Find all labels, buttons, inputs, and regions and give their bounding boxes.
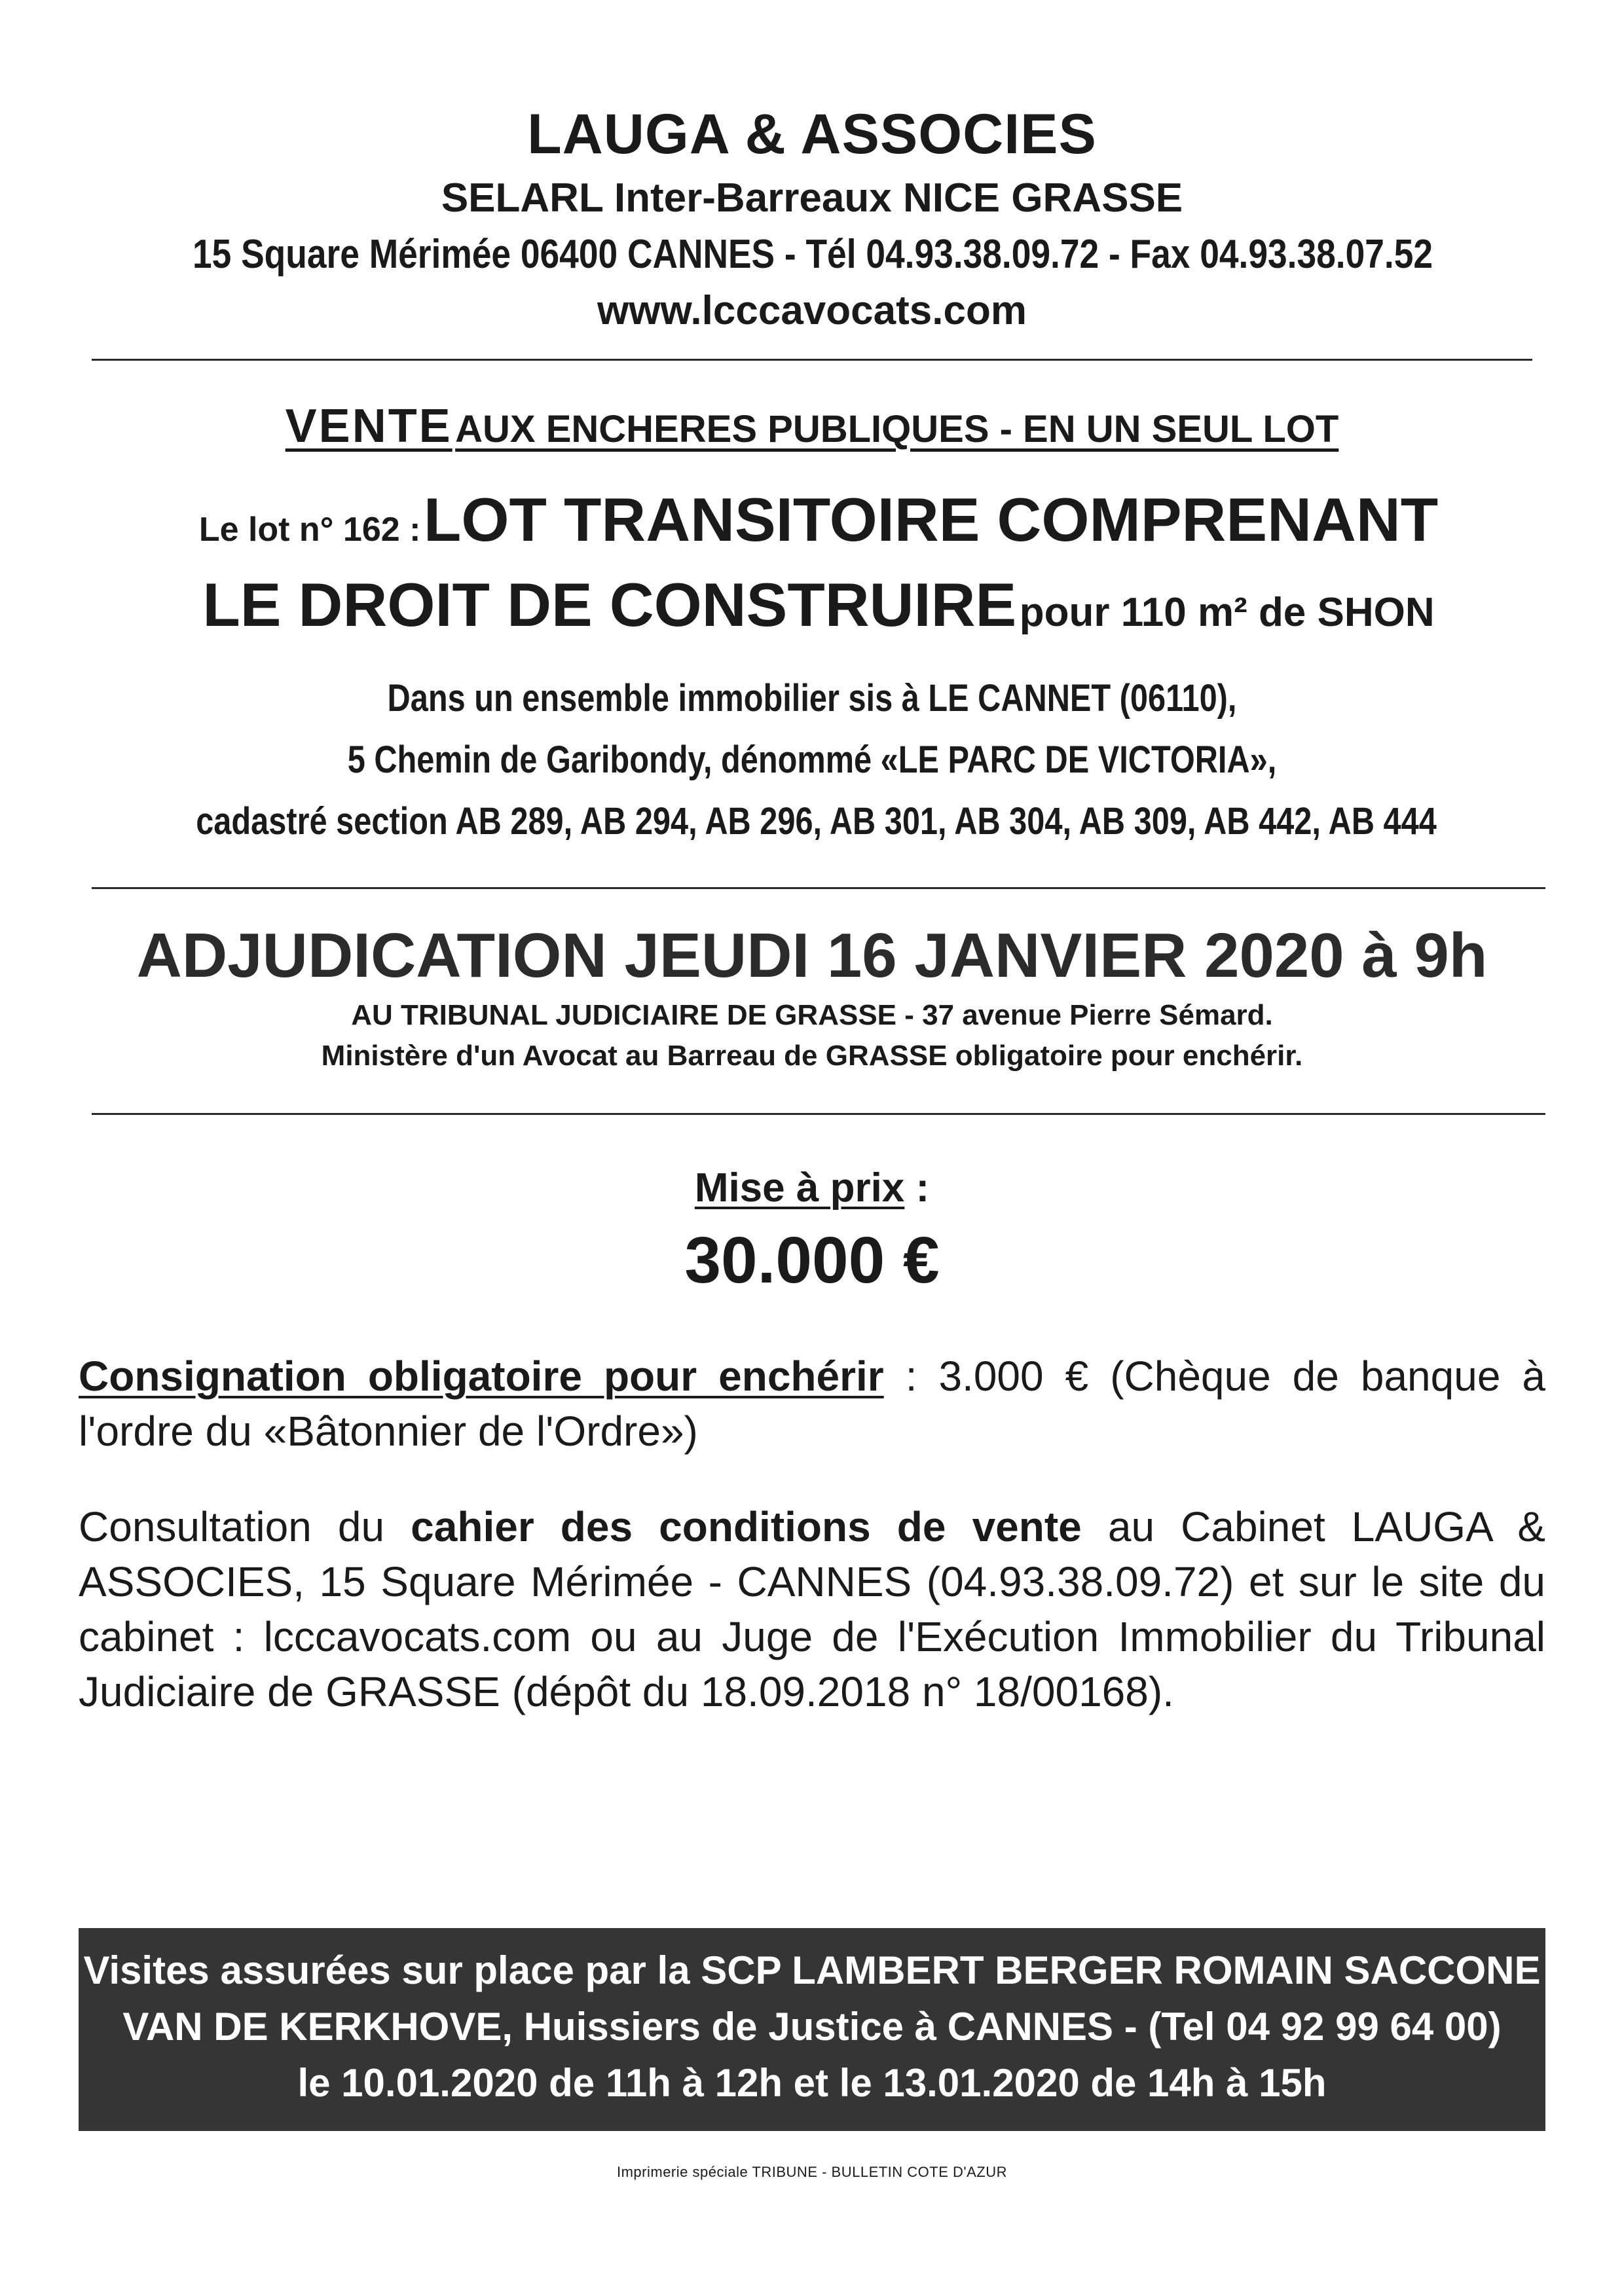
consultation-bold: cahier des conditions de vente [411,1503,1082,1550]
lot-title-line2: LE DROIT DE CONSTRUIRE [202,570,1017,639]
adjudication-title: ADJUDICATION JEUDI 16 JANVIER 2020 à 9h [136,920,1488,991]
price-label [92,1159,1532,1218]
price-label-suffix: : [904,1165,930,1211]
price-label-text: Mise à prix [694,1165,905,1211]
firm-address: 15 Square Mérimée 06400 CANNES - Tél 04.93.38.09.72 - Fax 04.93.38.07.52 [193,232,1433,277]
price-block [92,1159,1532,1303]
consignation-label: Consignation obligatoire pour enchérir [79,1353,884,1400]
visits-line: le 10.01.2020 de 11h à 12h et le 13.01.2020 de 14h à 15h [297,2061,1327,2105]
consultation-part1: Consultation du [79,1503,411,1550]
consignation-paragraph [79,1349,1545,1459]
lot-area: pour 110 m² de SHON [1019,590,1435,635]
sale-title [92,399,1532,453]
adjudication-court: AU TRIBUNAL JUDICIAIRE DE GRASSE - 37 avenue Pierre Sémard. [351,999,1273,1031]
price-value: 30.000 € [684,1224,940,1297]
consultation-part2: au Cabinet LAUGA & ASSOCIES, 15 Square Mérimée - CANNES (04.93.38.09.72) et sur le site du cabinet : lcccavocats.com ou au Juge de l'Exécution Immobilier du Tribunal Judiciaire de GRASSE (dépôt du 18.09.2018 n° 18/00168). [79,1503,1546,1715]
firm-website: www.lcccavocats.com [597,288,1027,333]
divider-rule [92,887,1545,889]
adjudication-block [92,917,1532,1076]
lot-heading-line2 [85,570,1552,640]
visits-line: Visites assurées sur place par la SCP LAMBERT BERGER ROMAIN SACCONE [83,1948,1541,1992]
sale-title-main: VENTE [285,400,452,452]
firm-header [92,98,1532,339]
visits-box [79,1928,1545,2131]
adjudication-lawyer-note: Ministère d'un Avocat au Barreau de GRASSE obligatoire pour enchérir. [321,1040,1303,1072]
lot-number: Le lot n° 162 : [198,511,421,549]
visits-line: VAN DE KERKHOVE, Huissiers de Justice à CANNES - (Tel 04 92 99 64 00) [122,2005,1502,2049]
lot-desc-line: cadastré section AB 289, AB 294, AB 296, AB 301, AB 304, AB 309, AB 442, AB 444 [196,800,1437,843]
lot-title-line1: LOT TRANSITOIRE COMPRENANT [423,485,1439,554]
firm-name: LAUGA & ASSOCIES [527,103,1097,166]
lot-desc-line: Dans un ensemble immobilier sis à LE CANNET (06110), [387,677,1237,720]
lot-description [79,668,1545,852]
divider-rule [92,1113,1545,1115]
lot-heading [92,484,1545,555]
printer-credit: Imprimerie spéciale TRIBUNE - BULLETIN COTE D'AZUR [616,2164,1007,2180]
divider-rule [92,359,1532,361]
firm-type: SELARL Inter-Barreaux NICE GRASSE [441,175,1183,221]
sale-title-rest: AUX ENCHERES PUBLIQUES - EN UN SEUL LOT [455,408,1339,450]
consignation-text: : 3.000 € (Chèque de banque à l'ordre du «Bâtonnier de l'Ordre») [79,1353,1546,1455]
lot-desc-line: 5 Chemin de Garibondy, dénommé «LE PARC DE VICTORIA», [347,738,1277,781]
consultation-paragraph [79,1499,1545,1719]
